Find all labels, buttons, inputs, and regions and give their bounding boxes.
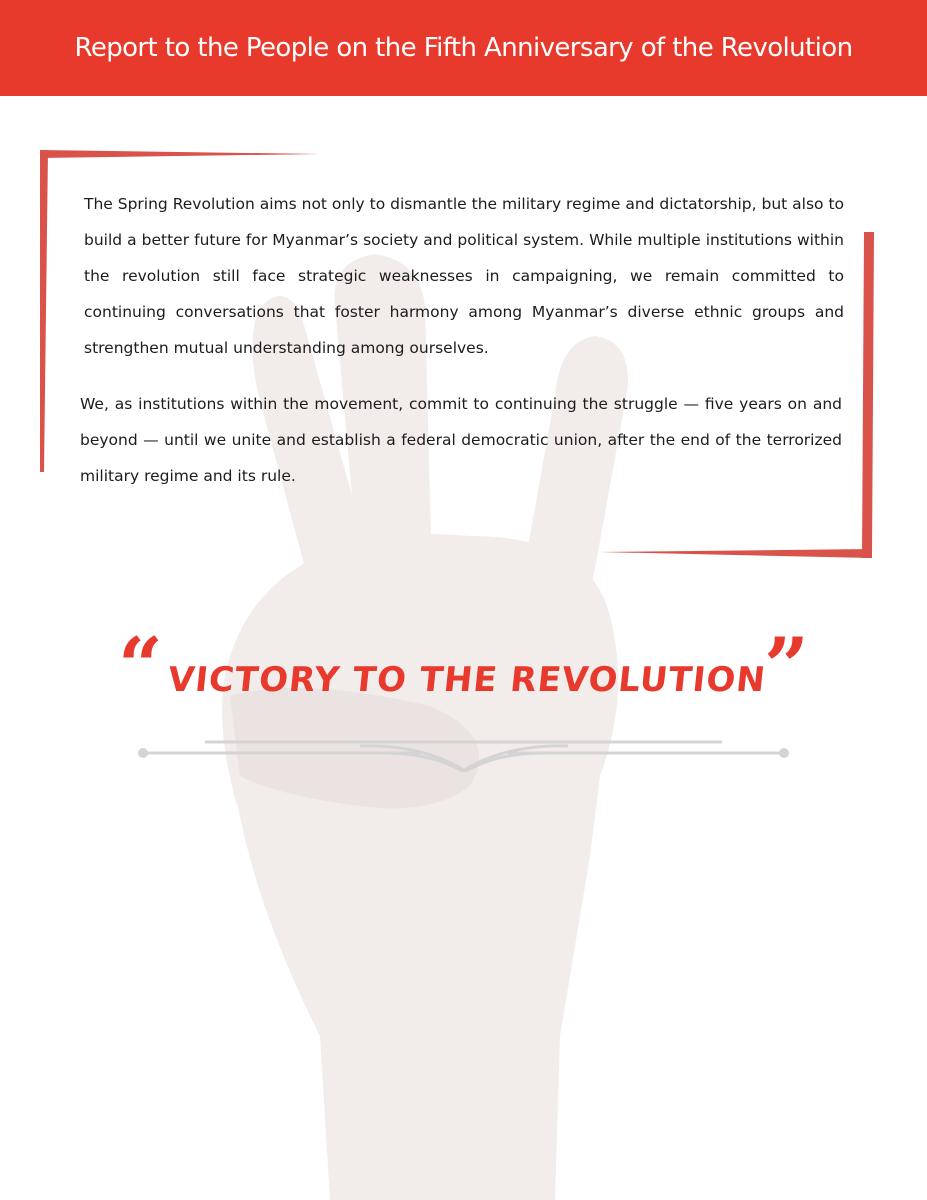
- slogan-text: VICTORY TO THE REVOLUTION: [165, 660, 768, 700]
- book-divider-icon: [130, 732, 800, 772]
- close-quote-mark: ”: [764, 621, 809, 712]
- open-quote-mark: “: [118, 621, 163, 712]
- body-paragraph-2: We, as institutions within the movement, commit to continuing the struggle — five years on and beyond — until we unite and establish a federal democratic union, after the end of the terrorized military regime and its rule.: [80, 395, 842, 485]
- page-title: Report to the People on the Fifth Anniversary of the Revolution: [74, 33, 853, 63]
- body-paragraph-1: The Spring Revolution aims not only to dismantle the military regime and dictatorship, but also to build a better future for Myanmar’s society and political system. While multiple institutions within the revolution still face strategic weaknesses in campaigning, we remain committed to continuing conversations that foster harmony among Myanmar’s diverse ethnic groups and strengthen mutual understanding among ourselves.: [84, 195, 845, 357]
